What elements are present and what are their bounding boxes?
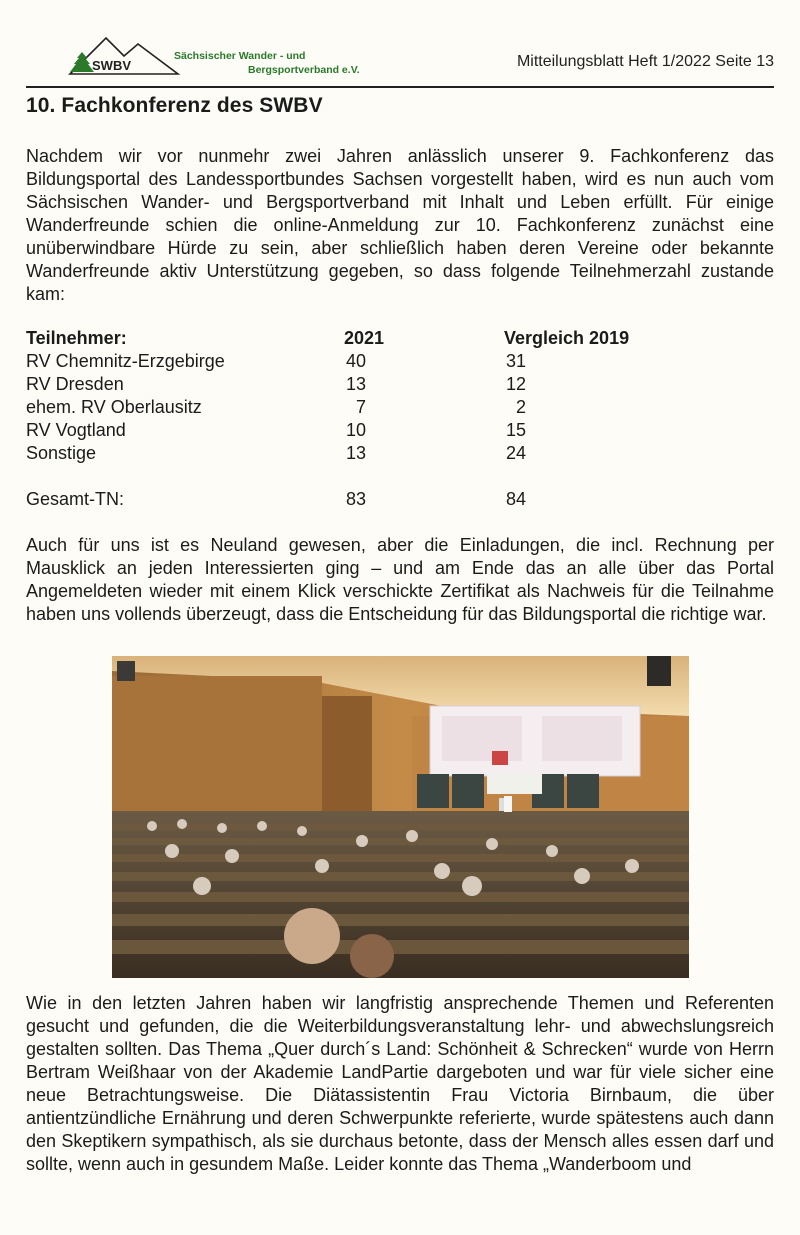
value-2021: 10 <box>345 420 366 440</box>
lecture-hall-image <box>112 656 689 978</box>
table-row <box>26 350 774 373</box>
organization-name <box>174 49 360 77</box>
org-line-1: Sächsischer Wander - und <box>174 50 306 62</box>
value-2021: 13 <box>345 374 366 394</box>
participants-table <box>26 327 774 511</box>
value-2019: 12 <box>505 374 526 394</box>
paragraph-intro: Nachdem wir vor nunmehr zwei Jahren anlässlich unserer 9. Fachkonferenz das Bildungsportal des Landessportbundes Sachsen vorgestellt haben, wird es nun auch vom Sächsischen Wander- und Bergsportverband mit Inhalt und Leben erfüllt. Für einige Wanderfreunde schien die online-Anmeldung zur 10. Fachkonferenz zunächst eine unüberwindbare Hürde zu sein, aber schließlich haben deren Vereine oder bekannte Wanderfreunde aktiv Unterstützung gegeben, so dass folgende Teilnehmerzahl zustande kam: <box>26 146 774 304</box>
total-2019: 84 <box>505 489 526 509</box>
logo-text: SWBV <box>92 58 131 73</box>
value-2021: 40 <box>345 351 366 371</box>
table-row <box>26 396 774 419</box>
swbv-logo <box>66 34 186 78</box>
header-2019: Vergleich 2019 <box>504 328 630 348</box>
article-title: 10. Fachkonferenz des SWBV <box>26 94 323 117</box>
org-line-2: Bergsportverband e.V. <box>248 64 360 76</box>
issue-info: Mitteilungsblatt Heft 1/2022 Seite 13 <box>516 53 774 70</box>
total-2021: 83 <box>345 489 366 509</box>
lecture-hall-photo <box>112 656 689 978</box>
value-2019: 15 <box>505 420 526 440</box>
value-2021: 7 <box>355 397 366 417</box>
header-participants: Teilnehmer: <box>26 328 127 348</box>
value-2019: 2 <box>515 397 526 417</box>
page-header <box>26 34 774 84</box>
row-label: RV Dresden <box>26 374 124 394</box>
row-label: RV Chemnitz-Erzgebirge <box>26 351 225 371</box>
row-label: RV Vogtland <box>26 420 126 440</box>
total-label: Gesamt-TN: <box>26 489 125 509</box>
header-2021: 2021 <box>344 328 385 348</box>
value-2019: 24 <box>505 443 526 463</box>
paragraph-portal: Auch für uns ist es Neuland gewesen, aber die Einladungen, die incl. Rechnung per Mausklick an jeden Interessierten ging – und am Ende das an alle über das Portal Angemeldeten wieder mit einem Klick verschickte Zertifikat als Nachweis für die Teilnahme haben uns vollends überzeugt, dass die Entscheidung für das Bildungsportal die richtige war. <box>26 535 774 624</box>
row-label: ehem. RV Oberlausitz <box>26 397 202 417</box>
table-row <box>26 419 774 442</box>
table-total-row <box>26 488 774 511</box>
value-2019: 31 <box>505 351 526 371</box>
table-row <box>26 442 774 465</box>
table-header-row <box>26 327 774 350</box>
row-label: Sonstige <box>26 443 97 463</box>
header-divider <box>26 86 774 88</box>
table-row <box>26 373 774 396</box>
paragraph-topics: Wie in den letzten Jahren haben wir langfristig ansprechende Themen und Referenten gesucht und gefunden, die die Weiterbildungsveranstaltung lehr- und abwechslungsreich gestalten sollten. Das Thema „Quer durch´s Land: Schönheit & Schrecken“ wurde von Herrn Bertram Weißhaar von der Akademie LandPartie dargeboten und war für viele sicher eine neue Betrachtungsweise. Die Diätassistentin Frau Victoria Birnbaum, die über antientzündliche Ernährung und deren Schwerpunkte referierte, wurde spätestens auch dann den Skeptikern sympathisch, als sie durchaus betonte, dass der Mensch alles essen darf und sollte, wenn auch in gesundem Maße. Leider konnte das Thema „Wanderboom und <box>26 993 774 1174</box>
value-2021: 13 <box>345 443 366 463</box>
